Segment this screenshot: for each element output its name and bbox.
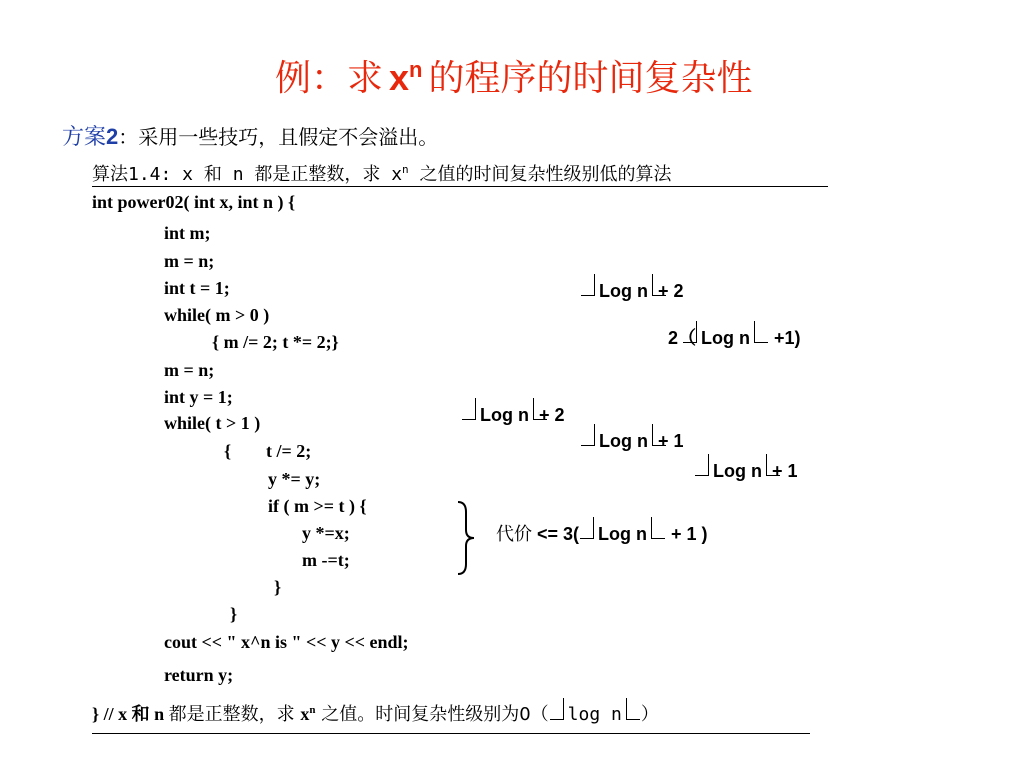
algorithm-head: 算法1.4: x 和 n 都是正整数，求 x xyxy=(92,164,403,185)
title-x: $x^n$ xyxy=(389,57,423,98)
scheme-colon: ： xyxy=(118,125,139,149)
code-line: m = n; xyxy=(164,360,215,380)
floor-bracket: Log n xyxy=(593,517,652,539)
algorithm-tail: 之值的时间复杂性级别低的算法 xyxy=(408,164,672,185)
code-line: } xyxy=(274,577,282,597)
code-line: t /= 2; xyxy=(266,441,312,461)
code-line: { xyxy=(224,441,232,461)
floor-bracket: Log n xyxy=(708,454,767,476)
floor-bracket: Log n xyxy=(696,321,755,343)
floor-bracket: log n xyxy=(563,698,627,720)
footer-line: } // x 和 n 都是正整数，求 $x^n$ 之值。时间复杂性级别为0（ log n ） xyxy=(92,700,659,726)
code-line: m = n; xyxy=(164,251,215,271)
cost-annotation: Log n + 2 xyxy=(580,280,684,302)
scheme-label: 方案2 xyxy=(62,124,119,150)
code-line: y *=x; xyxy=(302,523,350,543)
code-line: m -=t; xyxy=(302,550,350,570)
scheme-line xyxy=(62,120,438,151)
caption-rule xyxy=(92,186,828,187)
curly-brace-icon xyxy=(452,500,478,576)
footer-comment: // x 和 n xyxy=(99,704,169,724)
floor-bracket: Log n xyxy=(594,274,653,296)
floor-bracket: Log n xyxy=(475,398,534,420)
slide-title xyxy=(275,50,753,101)
cost-annotation: Log n + 1 xyxy=(580,430,684,452)
code-line: } xyxy=(230,604,238,624)
code-line: { m /= 2; t *= 2;} xyxy=(212,332,339,352)
code-line: cout << " x^n is " << y << endl; xyxy=(164,632,409,652)
code-line: while( t > 1 ) xyxy=(164,413,261,433)
code-line: while( m > 0 ) xyxy=(164,305,270,325)
closing-brace: } xyxy=(92,704,100,724)
code-line: int power02( int x, int n ) { xyxy=(92,192,296,212)
cost-annotation: Log n + 2 xyxy=(461,404,565,426)
total-cost: 代价 <= 3( Log n + 1 ) xyxy=(496,520,708,546)
code-line: return y; xyxy=(164,665,234,685)
title-prefix: 例：求 xyxy=(275,58,384,99)
code-line: int m; xyxy=(164,223,211,243)
scheme-text: 采用一些技巧，且假定不会溢出。 xyxy=(138,125,439,149)
cost-annotation: 2（ Log n +1) xyxy=(668,324,801,350)
cost-label: 代价 xyxy=(496,524,532,545)
floor-bracket: Log n xyxy=(594,424,653,446)
code-line: int t = 1; xyxy=(164,278,230,298)
code-line: y *= y; xyxy=(268,469,321,489)
footer-rule xyxy=(92,733,810,734)
cost-annotation: Log n + 1 xyxy=(694,460,798,482)
title-suffix: 的程序的时间复杂性 xyxy=(428,58,753,99)
algorithm-sup: n xyxy=(402,163,409,176)
code-line: int y = 1; xyxy=(164,387,233,407)
algorithm-caption xyxy=(92,160,672,186)
code-line: if ( m >= t ) { xyxy=(268,496,367,516)
